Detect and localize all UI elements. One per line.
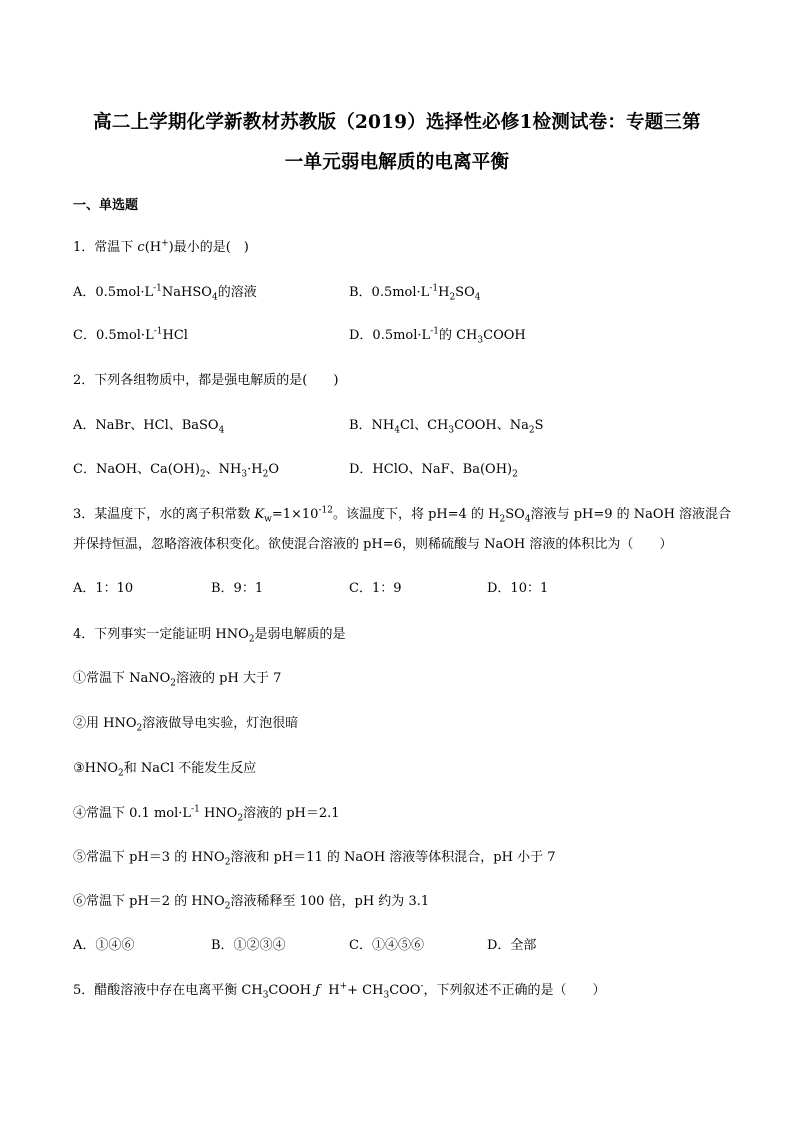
question-4-statement-2: ②用 $HNO_2$溶液做导电实验，灯泡很暗 <box>73 716 299 734</box>
question-1-option-b: B．$0.5mol\cdot L^{-1}H_2SO_4$ <box>349 283 481 303</box>
question-2-option-d: D．HClO、NaF、$Ba(OH)_2$ <box>349 462 518 480</box>
question-4-statement-5: ⑤常温下 pH＝3 的 $HNO_2$溶液和 pH＝11 的 NaOH 溶液等体积混合，pH 小于 7 <box>73 850 556 868</box>
question-4-statement-3: $③HNO_2$和 NaCl 不能发生反应 <box>73 761 257 779</box>
question-4-stem: 4．下列事实一定能证明 $HNO_2$是弱电解质的是 <box>73 627 346 645</box>
question-4-option-d: D．全部 <box>487 938 537 953</box>
question-3-option-a: A．1：10 <box>73 581 134 596</box>
question-3-stem-line1: 3．某温度下，水的离子积常数 $K_w=1\times 10^{-12}$。该温度下，将 pH=4 的 $H_2SO_4$溶液与 pH=9 的 NaOH 溶液混合 <box>73 505 732 525</box>
document-title-line1: 高二上学期化学新教材苏教版（2019）选择性必修1检测试卷：专题三第 <box>93 112 701 133</box>
section-heading: 一、单选题 <box>73 198 139 213</box>
question-1-stem: 1．常温下 c(H+)最小的是( ) <box>73 238 249 255</box>
question-4-option-c: C．①④⑤⑥ <box>349 938 424 953</box>
question-4-option-a: A．①④⑥ <box>73 938 135 953</box>
document-title-line2: 一单元弱电解质的电离平衡 <box>284 152 510 173</box>
equilibrium-symbol: ƒ <box>315 983 320 998</box>
question-2-stem: 2．下列各组物质中，都是强电解质的是( ) <box>73 373 339 388</box>
question-1-option-a: A．$0.5mol\cdot L^{-1}NaHSO_4$的溶液 <box>73 283 257 303</box>
question-4-statement-1: ①常温下 NaNO$_2$溶液的 pH 大于 7 <box>73 671 282 689</box>
question-3-stem-line2: 并保持恒温，忽略溶液体积变化。欲使混合溶液的 pH=6，则稀硫酸与 NaOH 溶液的体积比为（ ） <box>73 537 673 552</box>
question-3-option-c: C．1：9 <box>349 581 402 596</box>
question-4-statement-4: ④常温下 0.1 $mol\cdot L^{-1}$ $HNO_2$溶液的 pH＝2.1 <box>73 804 340 824</box>
question-5-stem: 5．醋酸溶液中存在电离平衡 $CH_3COOH$ ƒ $H^++ CH_3COO^-$，下列叙述不正确的是（ ） <box>73 981 606 1001</box>
question-4-option-b: B．①②③④ <box>211 938 286 953</box>
question-3-option-b: B．9：1 <box>211 581 264 596</box>
question-4-statement-6: ⑥常温下 pH＝2 的 $HNO_2$溶液稀释至 100 倍，pH 约为 3.1 <box>73 894 430 912</box>
question-2-option-c: C．NaOH、$Ca(OH)_2$、$NH_3\cdot H_2O$ <box>73 462 279 480</box>
question-3-option-d: D．10：1 <box>487 581 549 596</box>
question-1-option-d: D．$0.5mol\cdot L^{-1}$的 $CH_3COOH$ <box>349 326 526 346</box>
question-2-option-b: B．$NH_4Cl$、$CH_3COOH$、$Na_2S$ <box>349 418 544 436</box>
question-2-option-a: A．NaBr、HCl、BaSO$_4$ <box>73 418 225 436</box>
question-1-option-c: C．$0.5mol\cdot L^{-1}HCl$ <box>73 326 188 343</box>
